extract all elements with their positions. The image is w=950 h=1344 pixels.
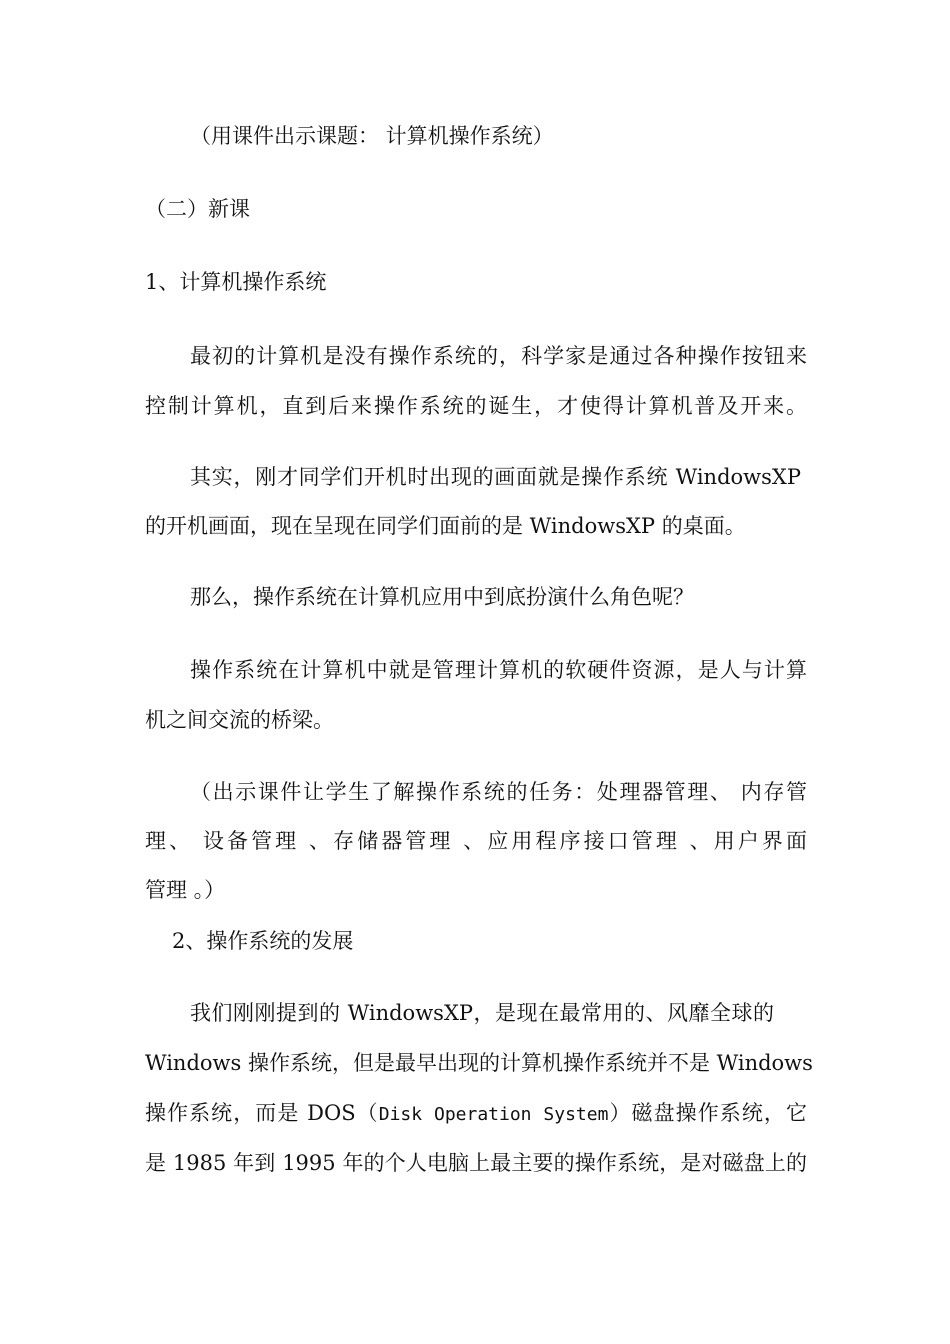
paragraph-line: Windows 操作系统，但是最早出现的计算机操作系统并不是 Windows — [145, 1051, 813, 1075]
paragraph-line: 我们刚刚提到的 WindowsXP，是现在最常用的、风靡全球的 — [190, 1001, 774, 1025]
paragraph-line: 最初的计算机是没有操作系统的，科学家是通过各种操作按钮来 — [190, 344, 807, 368]
paragraph-line: 理、 设备管理 、存储器管理 、应用程序接口管理 、用户界面 — [145, 829, 807, 853]
paragraph-line: 是 1985 年到 1995 年的个人电脑上最主要的操作系统，是对磁盘上的 — [145, 1151, 807, 1175]
subheading-os-development: 2、操作系统的发展 — [172, 929, 354, 953]
paragraph-line: 控制计算机，直到后来操作系统的诞生，才使得计算机普及开来。 — [145, 394, 807, 418]
paragraph-line: 其实，刚才同学们开机时出现的画面就是操作系统 WindowsXP — [190, 465, 801, 489]
subheading-os: 1、计算机操作系统 — [145, 270, 327, 294]
paragraph-line: （出示课件让学生了解操作系统的任务：处理器管理、 内存管 — [190, 780, 807, 804]
dos-line-before: 操作系统，而是 DOS（ — [145, 1101, 379, 1125]
course-title-line: （用课件出示课题： 计算机操作系统） — [190, 124, 554, 148]
paragraph-line: 的开机画面，现在呈现在同学们面前的是 WindowsXP 的桌面。 — [145, 514, 746, 538]
paragraph-line: 那么，操作系统在计算机应用中到底扮演什么角色呢？ — [190, 585, 694, 609]
paragraph-line: 管理 。） — [145, 878, 226, 902]
dos-line — [145, 1098, 807, 1130]
dos-line-mono: Disk Operation System — [378, 1104, 609, 1125]
section-heading-new-lesson: （二）新课 — [145, 197, 250, 221]
paragraph-line: 操作系统在计算机中就是管理计算机的软硬件资源，是人与计算 — [190, 658, 807, 682]
paragraph-line: 机之间交流的桥梁。 — [145, 708, 334, 732]
dos-line-after: ）磁盘操作系统，它 — [608, 1101, 807, 1125]
